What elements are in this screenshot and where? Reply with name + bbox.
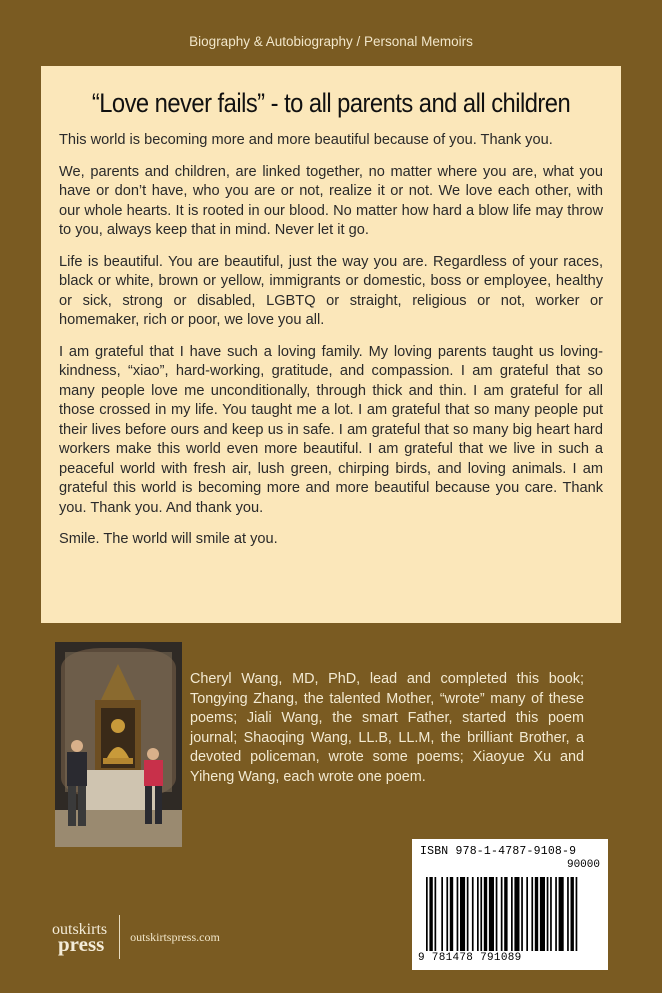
family-photo (55, 642, 182, 847)
paragraph: I am grateful that I have such a loving family. My loving parents taught us loving-kindness, “xiao”, hard-working, gratitude, and compassion. I am grateful that so many people love me unconditionally, through thick and thin. I am grateful for all those crossed in my life. You taught me a lot. I am grateful that so many people put their lives before ours and keep us in safe. I am grateful that so many big heart hard workers make this world even more beautiful. I am grateful that we live in such a peaceful world with fresh air, lush green, chirping birds, and loving animals. I am grateful this world is becoming more and more beautiful because you care. Thank you. Thank you. And thank you. (59, 343, 603, 516)
isbn-text: ISBN 978-1-4787-9108-9 (420, 845, 577, 858)
paragraph: We, parents and children, are linked together, no matter where you are, what you have or don’t have, who you are or not, realize it or not. We love each other, with our whole hearts. It is rooted in our blood. No matter how hard a blow life may throw to you, always keep that in mind. Never let it go. (59, 163, 603, 238)
book-category: Biography & Autobiography / Personal Memoirs (189, 34, 473, 49)
back-cover-panel (41, 66, 621, 623)
barcode-bar (514, 877, 519, 951)
logo-line-2: press (58, 932, 105, 956)
barcode-bar (496, 877, 498, 951)
barcode-bar (511, 877, 513, 951)
barcode-bar (567, 877, 569, 951)
barcode-bar (484, 877, 487, 951)
panel-title: “Love never fails” - to all parents and all children (91, 88, 571, 118)
barcode-bar (571, 877, 574, 951)
barcode-bar (576, 877, 578, 951)
barcode-bar (446, 877, 448, 951)
barcode-bar (504, 877, 507, 951)
barcode-bar (429, 877, 432, 951)
isbn-barcode (412, 839, 608, 970)
barcode-bar (501, 877, 503, 951)
divider (119, 915, 120, 959)
barcode-bar (555, 877, 557, 951)
barcode-bar (480, 877, 482, 951)
publisher-block (52, 912, 220, 962)
author-bio: Cheryl Wang, MD, PhD, lead and completed this book; Tongying Zhang, the talented Mother, “wrote” many of these poems; Jiali Wang, the smart Father, started this poem journal; Shaoqing Wang, LL.B, LL.M, the brilliant Brother, a devoted policeman, wrote some poems; Xiaoyue Xu and Yiheng Wang, each wrote one poem. (190, 671, 584, 785)
barcode-bar (550, 877, 552, 951)
barcode-bar (489, 877, 494, 951)
ean-digits: 9 781478 791089 (418, 952, 522, 964)
barcode-bar (472, 877, 474, 951)
barcode-bar (450, 877, 453, 951)
paragraph: Life is beautiful. You are beautiful, just the way you are. Regardless of your races, black or white, brown or yellow, immigrants or domestic, boss or employee, healthy or sick, strong or disabled, LGBTQ or straight, religious or not, worker or homemaker, rich or poor, we love you all. (59, 253, 603, 328)
barcode-bar (426, 877, 428, 951)
barcode-bar (547, 877, 549, 951)
publisher-logo (52, 921, 108, 956)
paragraph: This world is becoming more and more beautiful because of you. Thank you. (59, 132, 553, 148)
barcode-bar (477, 877, 479, 951)
barcode-bar (460, 877, 465, 951)
barcode-bar (540, 877, 545, 951)
barcode-bar (441, 877, 443, 951)
barcode-bar (535, 877, 538, 951)
price-code: 90000 (566, 859, 600, 871)
barcode-bars (412, 839, 608, 970)
barcode-bar (457, 877, 459, 951)
logo-line-1: outskirts (52, 921, 108, 938)
barcode-bar (467, 877, 469, 951)
publisher-url[interactable]: outskirtspress.com (130, 929, 220, 944)
barcode-bar (559, 877, 564, 951)
family-photo-image (55, 642, 182, 847)
barcode-bar (531, 877, 533, 951)
barcode-bar (526, 877, 528, 951)
barcode-bar (435, 877, 437, 951)
paragraph: Smile. The world will smile at you. (59, 531, 278, 547)
barcode-bar (521, 877, 523, 951)
